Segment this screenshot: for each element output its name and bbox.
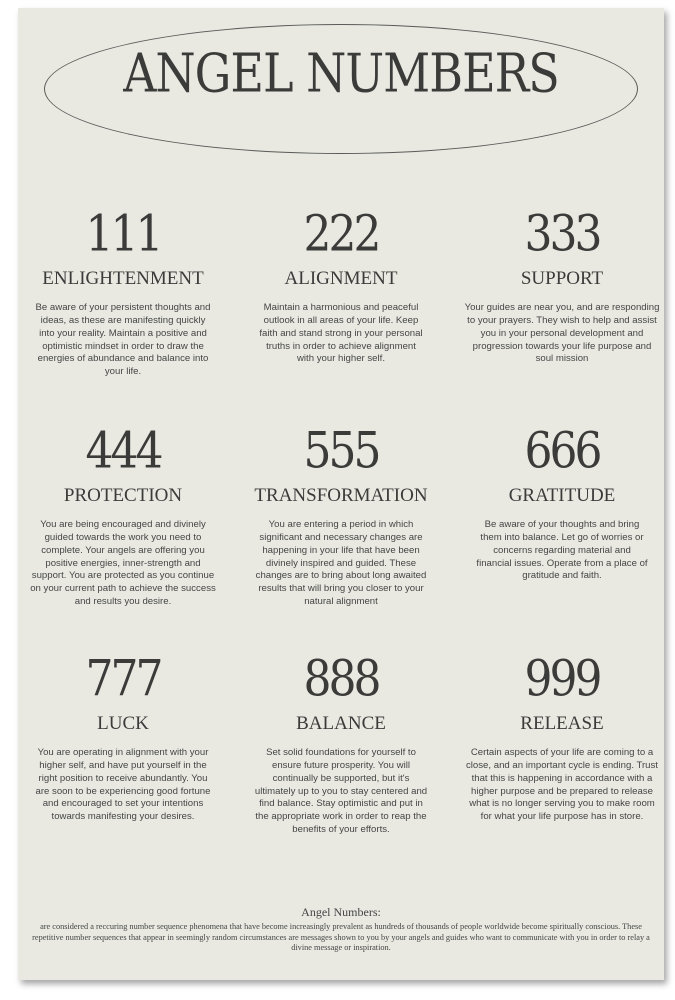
number-description: Maintain a harmonious and peaceful outlook in all areas of your life. Keep faith and stand strong in your personal truths in order to achieve alignment with your higher self. xyxy=(259,302,423,365)
number-meaning: SUPPORT xyxy=(520,268,604,289)
number-value: 222 xyxy=(303,205,379,263)
number-meaning: ENLIGHTENMENT xyxy=(42,268,204,289)
number-value: 444 xyxy=(85,422,161,480)
number-description: Set solid foundations for yourself to ensure future prosperity. You will continually be supported, but it's ultimately up to you to stay centered and find balance. Stay optimistic and put in the appropriate work in order to reap the benefits of your efforts. xyxy=(254,747,428,836)
number-description: Your guides are near you, and are responding to your prayers. They wish to help and assist you in your personal development and progression towards your life purpose and soul mission xyxy=(464,302,660,365)
number-meaning: BALANCE xyxy=(296,713,386,734)
number-meaning: TRANSFORMATION xyxy=(254,485,428,506)
number-value: 555 xyxy=(303,422,379,480)
number-description: Be aware of your thoughts and bring them into balance. Let go of worries or concerns regarding material and financial issues. Operate from a place of gratitude and faith. xyxy=(476,519,648,582)
number-card-333 xyxy=(462,205,662,366)
number-meaning: GRATITUDE xyxy=(508,485,616,506)
footer xyxy=(32,905,650,954)
number-description: Certain aspects of your life are coming to a close, and an important cycle is ending. Trust that this is happening in accordance with a higher purpose and be prepared to release what is no longer serving you to make room for what your life purpose has in store. xyxy=(466,747,658,823)
number-value: 666 xyxy=(524,422,600,480)
number-description: You are entering a period in which significant and necessary changes are happening in your life that have been divinely inspired and guided. These changes are to bring about long awaited results that will bring you closer to your natural alignment xyxy=(255,519,427,608)
number-card-999 xyxy=(462,650,662,824)
number-meaning: PROTECTION xyxy=(63,485,183,506)
number-description: You are operating in alignment with your higher self, and have put yourself in the right position to receive abundantly. You are soon to be experiencing good fortune and encouraged to set your intentions towards manifesting your desires. xyxy=(35,747,211,823)
number-card-555 xyxy=(241,422,441,609)
footer-heading: Angel Numbers: xyxy=(301,905,381,919)
number-description: You are being encouraged and divinely guided towards the work you need to complete. Your angels are offering you positive energies, inner-strength and support. You are protected as you continue on your current path to achieve the success and results you desire. xyxy=(30,519,216,608)
number-value: 777 xyxy=(85,650,161,708)
number-card-444 xyxy=(23,422,223,609)
number-meaning: LUCK xyxy=(97,713,149,734)
number-description: Be aware of your persistent thoughts and ideas, as these are manifesting quickly into your reality. Maintain a positive and optimistic mindset in order to draw the energies of abundance and balance into your life. xyxy=(35,302,211,378)
number-value: 888 xyxy=(303,650,379,708)
number-value: 333 xyxy=(524,205,600,263)
number-value: 111 xyxy=(85,205,161,263)
number-card-222 xyxy=(241,205,441,366)
number-meaning: RELEASE xyxy=(520,713,604,734)
number-card-777 xyxy=(23,650,223,824)
number-card-888 xyxy=(241,650,441,837)
number-card-666 xyxy=(462,422,662,583)
number-card-111 xyxy=(23,205,223,379)
poster xyxy=(18,8,664,980)
number-meaning: ALIGNMENT xyxy=(284,268,398,289)
poster-title: ANGEL NUMBERS xyxy=(123,41,559,105)
number-value: 999 xyxy=(524,650,600,708)
footer-body: are considered a reccuring number sequence phenomena that have become increasingly prevalent as hundreds of thousands of people worldwide become spiritually conscious. These repetitive number sequences that appear in seemingly random circumstances are messages shown to you by your angels and guides who want to communicate with you in order to relay a divine message or inspiration. xyxy=(32,922,650,953)
